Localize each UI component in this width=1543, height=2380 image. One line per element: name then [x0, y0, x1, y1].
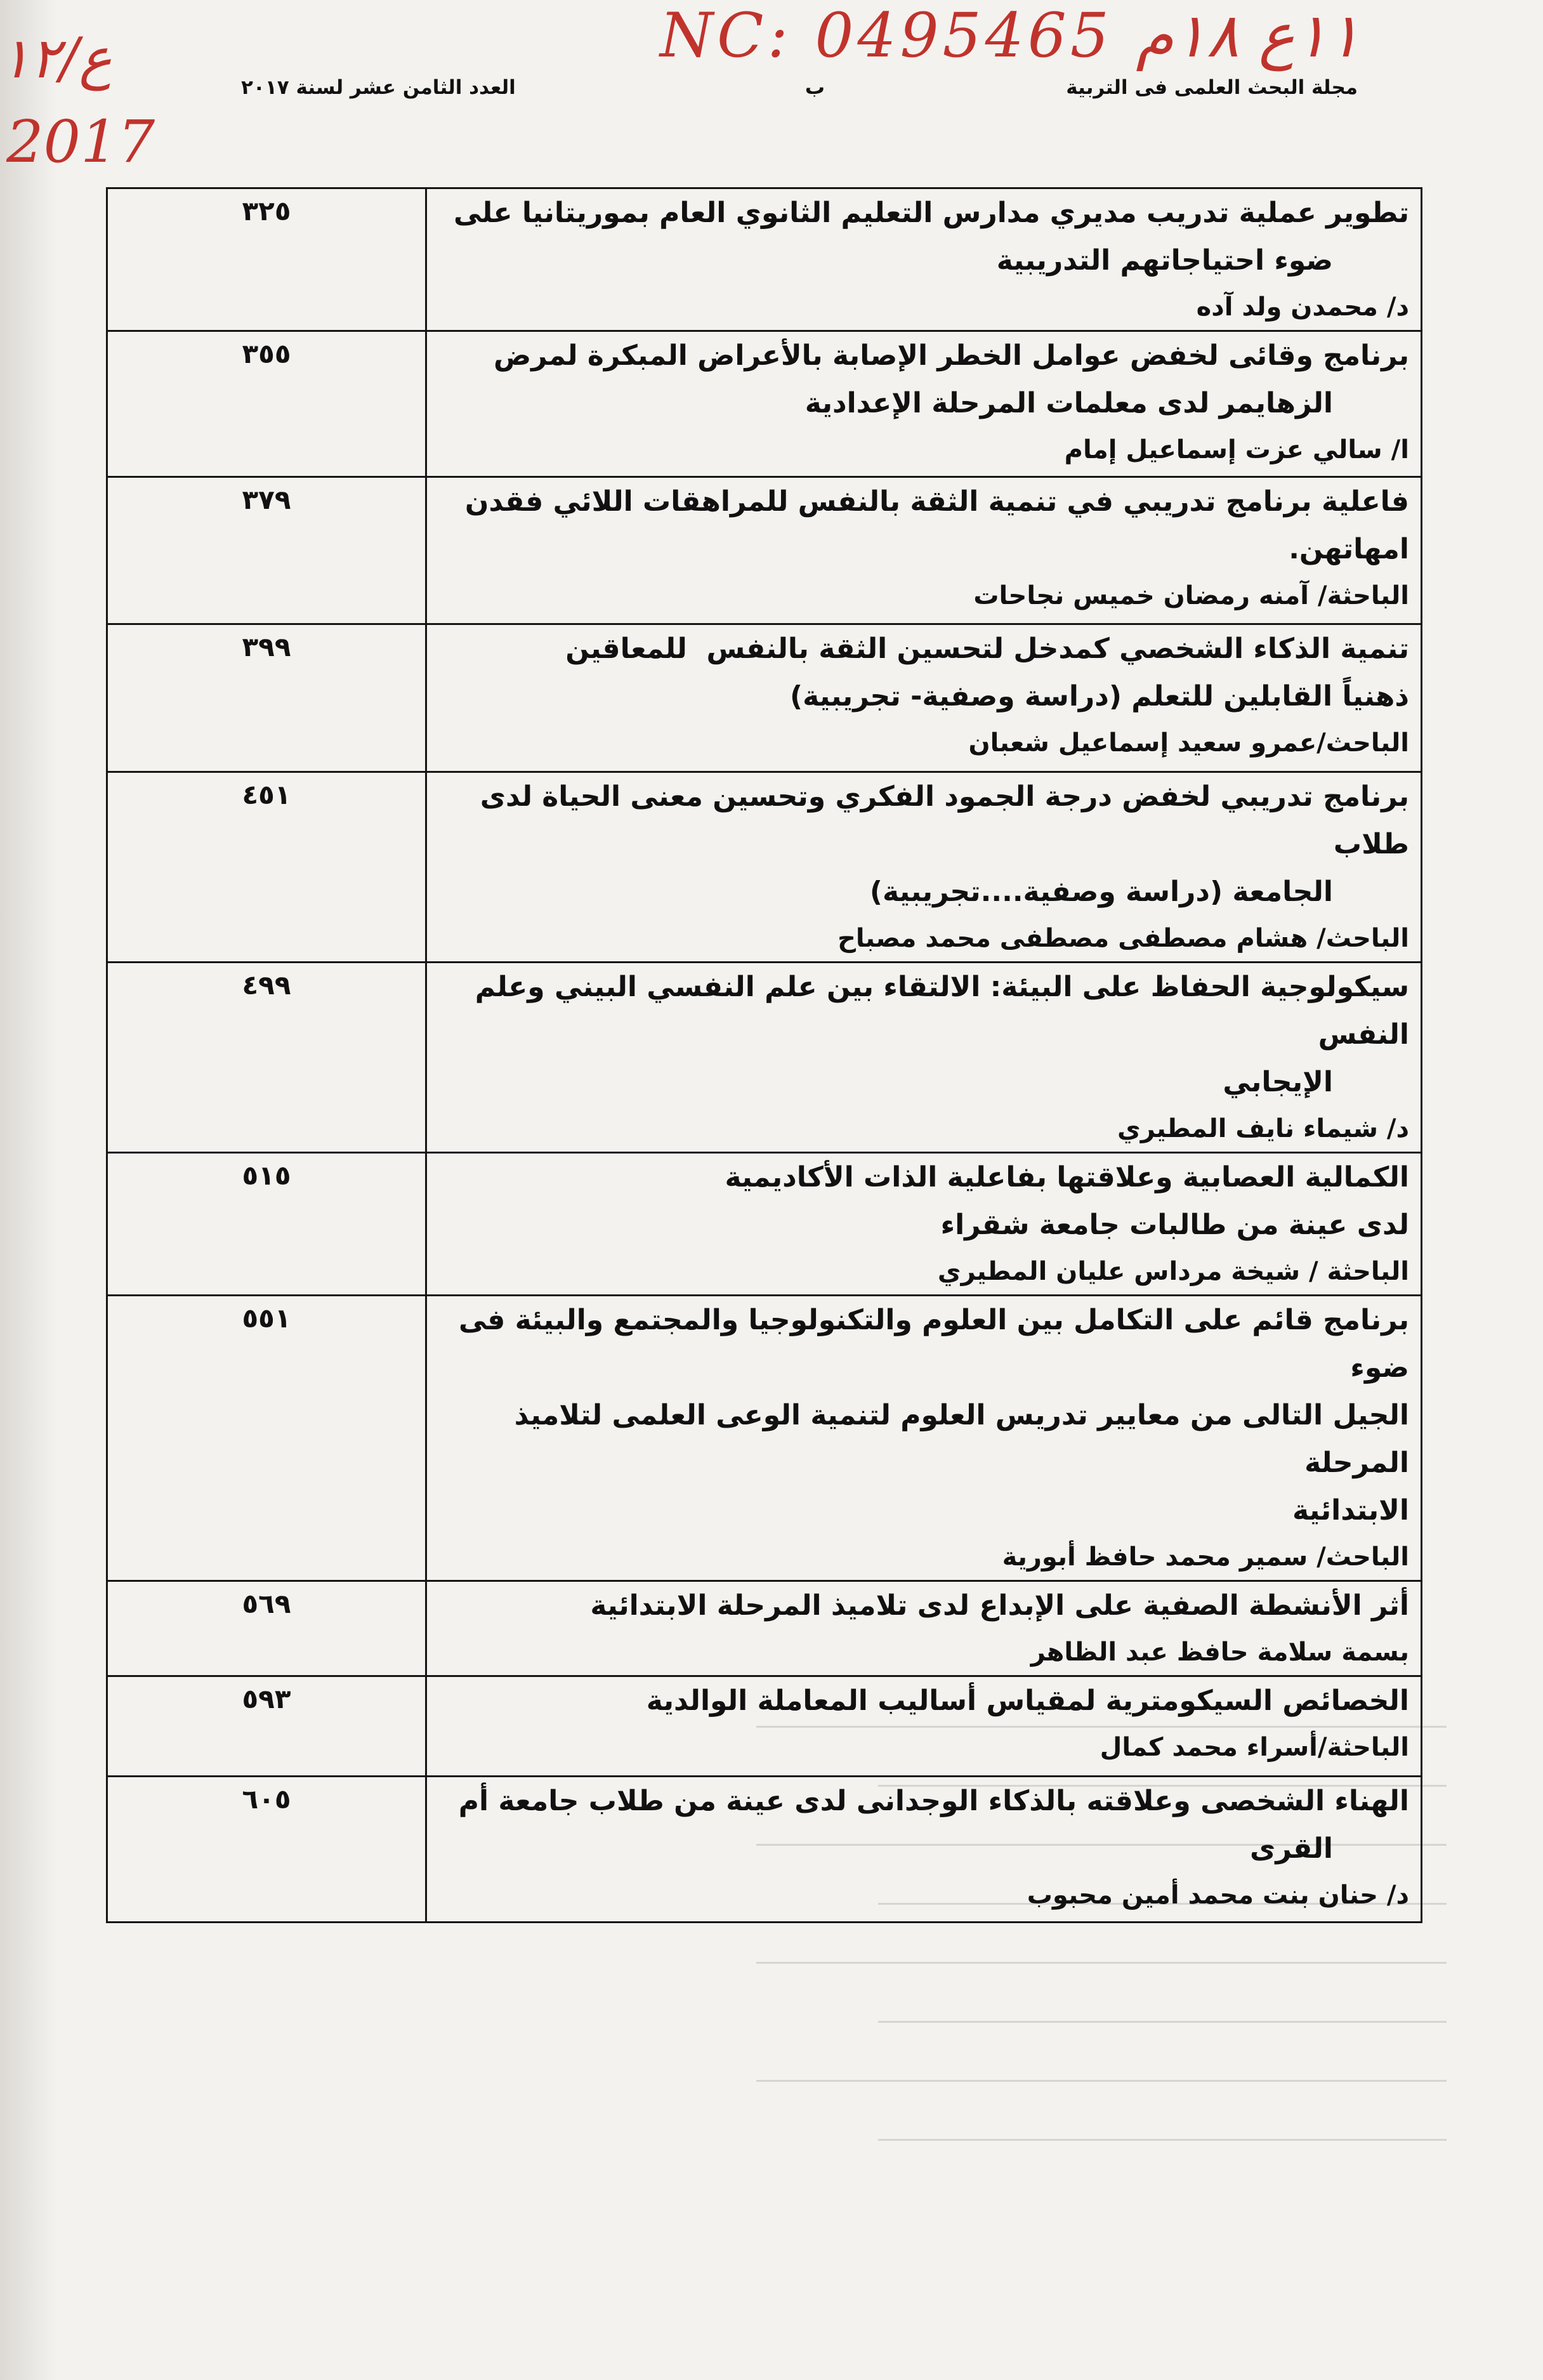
- toc-title-line: ضوء احتياجاتهم التدريبية: [996, 244, 1333, 277]
- toc-title-line: الابتدائية: [1292, 1494, 1409, 1527]
- toc-title-line: برنامج قائم على التكامل بين العلوم والتكنولوجيا والمجتمع والبيئة فى ضوء: [449, 1304, 1409, 1384]
- toc-row: [107, 1581, 1422, 1676]
- toc-page-number: ٦٠٥: [107, 1777, 426, 1923]
- toc-title-line: برنامج تدريبي لخفض درجة الجمود الفكري وتحسين معنى الحياة لدى طلاب: [470, 780, 1409, 860]
- toc-page-number: ٣٧٩: [107, 477, 426, 624]
- toc-title-line: الهناء الشخصى وعلاقته بالذكاء الوجدانى لدى عينة من طلاب جامعة أم: [458, 1785, 1409, 1817]
- toc-title-line: أثر الأنشطة الصفية على الإبداع لدى تلاميذ المرحلة الابتدائية: [590, 1589, 1409, 1622]
- toc-author: ا/ سالي عزت إسماعيل إمام: [1064, 435, 1409, 464]
- toc-entry: [426, 331, 1422, 477]
- toc-title-line: الجيل التالى من معايير تدريس العلوم لتنمية الوعى العلمى لتلاميذ المرحلة: [504, 1399, 1409, 1479]
- show-through-line: [756, 2080, 1447, 2082]
- toc-author: الباحثة/أسراء محمد كمال: [1100, 1733, 1409, 1762]
- part-letter: ب: [804, 76, 825, 99]
- toc-row: [107, 477, 1422, 624]
- toc-page-number: ٣٢٥: [107, 188, 426, 331]
- toc-author: د/ محمدن ولد آده: [1196, 293, 1409, 322]
- toc-title-line: ذهنياً القابلين للتعلم (دراسة وصفية- تجريبية): [789, 680, 1409, 713]
- toc-row: [107, 188, 1422, 331]
- toc-entry: [426, 477, 1422, 624]
- toc-entry: [426, 1581, 1422, 1676]
- toc-page-number: ٥٩٣: [107, 1676, 426, 1777]
- toc-title-line: الخصائص السيكومترية لمقياس أساليب المعاملة الوالدية: [646, 1685, 1409, 1717]
- show-through-line: [756, 1962, 1447, 1964]
- toc-row: [107, 1777, 1422, 1923]
- toc-entry: [426, 963, 1422, 1153]
- handwritten-catalog-number: NC: 0495465 ١١ع ١٨م: [660, 0, 1360, 71]
- toc-title-line: تطوير عملية تدريب مديري مدارس التعليم الثانوي العام بموريتانيا على: [454, 197, 1409, 229]
- toc-author: د/ حنان بنت محمد أمين محبوب: [1027, 1881, 1409, 1910]
- toc-page-number: ٣٥٥: [107, 331, 426, 477]
- handwritten-issue-note: ع/١٢: [0, 25, 112, 91]
- toc-title-line: القرى: [1250, 1832, 1333, 1865]
- toc-row: [107, 1296, 1422, 1581]
- toc-title-line: برنامج وقائى لخفض عوامل الخطر الإصابة بالأعراض المبكرة لمرض: [493, 339, 1409, 372]
- toc-page-number: ٥١٥: [107, 1153, 426, 1296]
- toc-entry: [426, 772, 1422, 963]
- issue-number: العدد الثامن عشر لسنة ٢٠١٧: [241, 76, 516, 99]
- toc-row: [107, 331, 1422, 477]
- toc-title-line: الكمالية العصابية وعلاقتها بفاعلية الذات الأكاديمية: [725, 1161, 1409, 1193]
- toc-row: [107, 1153, 1422, 1296]
- toc-entry: [426, 1296, 1422, 1581]
- show-through-line: [878, 2021, 1447, 2023]
- toc-title-line: سيكولوجية الحفاظ على البيئة: الالتقاء بين علم النفسي البيني وعلم النفس: [465, 971, 1409, 1051]
- toc-title-line: لدى عينة من طالبات جامعة شقراء: [940, 1209, 1409, 1241]
- table-of-contents: [106, 187, 1422, 1923]
- show-through-line: [878, 2139, 1447, 2141]
- toc-page-number: ٤٥١: [107, 772, 426, 963]
- toc-title-line: فاعلية برنامج تدريبي في تنمية الثقة بالنفس للمراهقات اللائي فقدن: [464, 485, 1409, 518]
- toc-page-number: ٣٩٩: [107, 624, 426, 772]
- toc-entry: [426, 1777, 1422, 1923]
- toc-entry: [426, 1153, 1422, 1296]
- running-header: [241, 76, 1358, 114]
- toc-title-line: الجامعة (دراسة وصفية....تجريبية): [869, 876, 1333, 908]
- toc-page-number: ٥٥١: [107, 1296, 426, 1581]
- toc-row: [107, 1676, 1422, 1777]
- handwritten-year-note: 2017: [6, 108, 155, 176]
- toc-author: بسمة سلامة حافظ عبد الظاهر: [1030, 1638, 1409, 1667]
- toc-author: الباحثة/ آمنه رمضان خميس نجاحات: [973, 581, 1409, 610]
- toc-row: [107, 772, 1422, 963]
- toc-page-number: ٥٦٩: [107, 1581, 426, 1676]
- toc-entry: [426, 1676, 1422, 1777]
- journal-name: مجلة البحث العلمى فى التربية: [1066, 76, 1358, 99]
- toc-title-line: امهاتهن.: [1289, 533, 1409, 565]
- toc-page-number: ٤٩٩: [107, 963, 426, 1153]
- toc-author: د/ شيماء نايف المطيري: [1117, 1114, 1409, 1143]
- toc-title-line: تنمية الذكاء الشخصي كمدخل لتحسين الثقة بالنفس للمعاقين: [565, 633, 1409, 665]
- toc-author: الباحث/ هشام مصطفى مصطفى محمد مصباح: [837, 924, 1409, 953]
- toc-title-line: الزهايمر لدى معلمات المرحلة الإعدادية: [804, 387, 1333, 419]
- toc-entry: [426, 188, 1422, 331]
- toc-row: [107, 624, 1422, 772]
- toc-row: [107, 963, 1422, 1153]
- page-binding-shadow: [0, 0, 57, 2380]
- toc-author: الباحث/عمرو سعيد إسماعيل شعبان: [968, 728, 1409, 758]
- toc-author: الباحث/ سمير محمد حافظ أبورية: [1002, 1542, 1409, 1572]
- toc-entry: [426, 624, 1422, 772]
- toc-title-line: الإيجابي: [1223, 1066, 1333, 1098]
- toc-author: الباحثة / شيخة مرداس عليان المطيري: [937, 1257, 1409, 1286]
